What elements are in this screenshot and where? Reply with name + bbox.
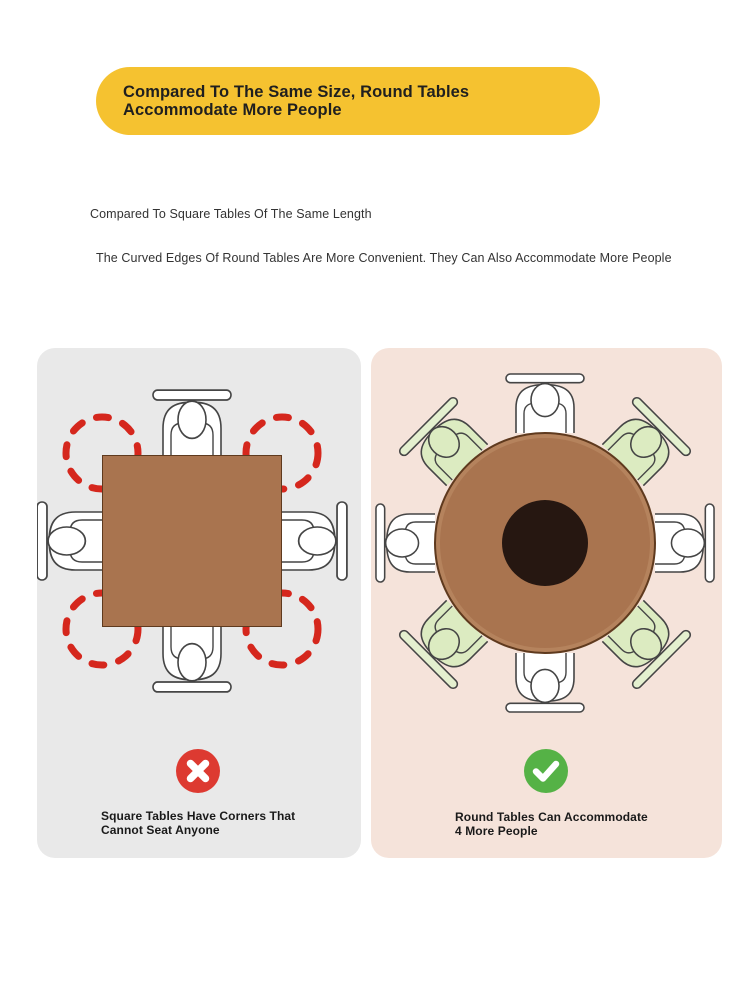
lazy-susan-hub — [502, 500, 588, 586]
square-table-caption — [101, 810, 295, 837]
title-banner — [96, 67, 600, 135]
person-white — [152, 625, 232, 693]
intro-line-2: The Curved Edges Of Round Tables Are More Convenient. They Can Also Accommodate More People — [96, 251, 672, 265]
person-white — [37, 501, 104, 581]
round-table — [434, 432, 656, 654]
verdict-cross — [175, 748, 221, 794]
person-white — [505, 373, 585, 433]
check-icon — [523, 748, 569, 794]
round-caption-line-1: Round Tables Can Accommodate — [455, 810, 648, 824]
square-table — [102, 455, 282, 627]
cross-icon — [175, 748, 221, 794]
verdict-check — [523, 748, 569, 794]
person-white — [152, 389, 232, 457]
person-white — [505, 653, 585, 713]
round-table-panel — [371, 348, 722, 858]
person-white — [655, 503, 715, 583]
person-white — [280, 501, 348, 581]
square-table-panel — [37, 348, 361, 858]
round-caption-line-2: 4 More People — [455, 823, 538, 838]
square-caption-line-1: Square Tables Have Corners That — [101, 809, 296, 823]
round-table-caption — [455, 811, 648, 838]
intro-line-1: Compared To Square Tables Of The Same Length — [90, 207, 372, 221]
square-caption-line-2: Cannot Seat Anyone — [101, 822, 220, 837]
page-title: Compared To The Same Size, Round Tables Accommodate More People — [123, 83, 470, 119]
person-white — [375, 503, 435, 583]
